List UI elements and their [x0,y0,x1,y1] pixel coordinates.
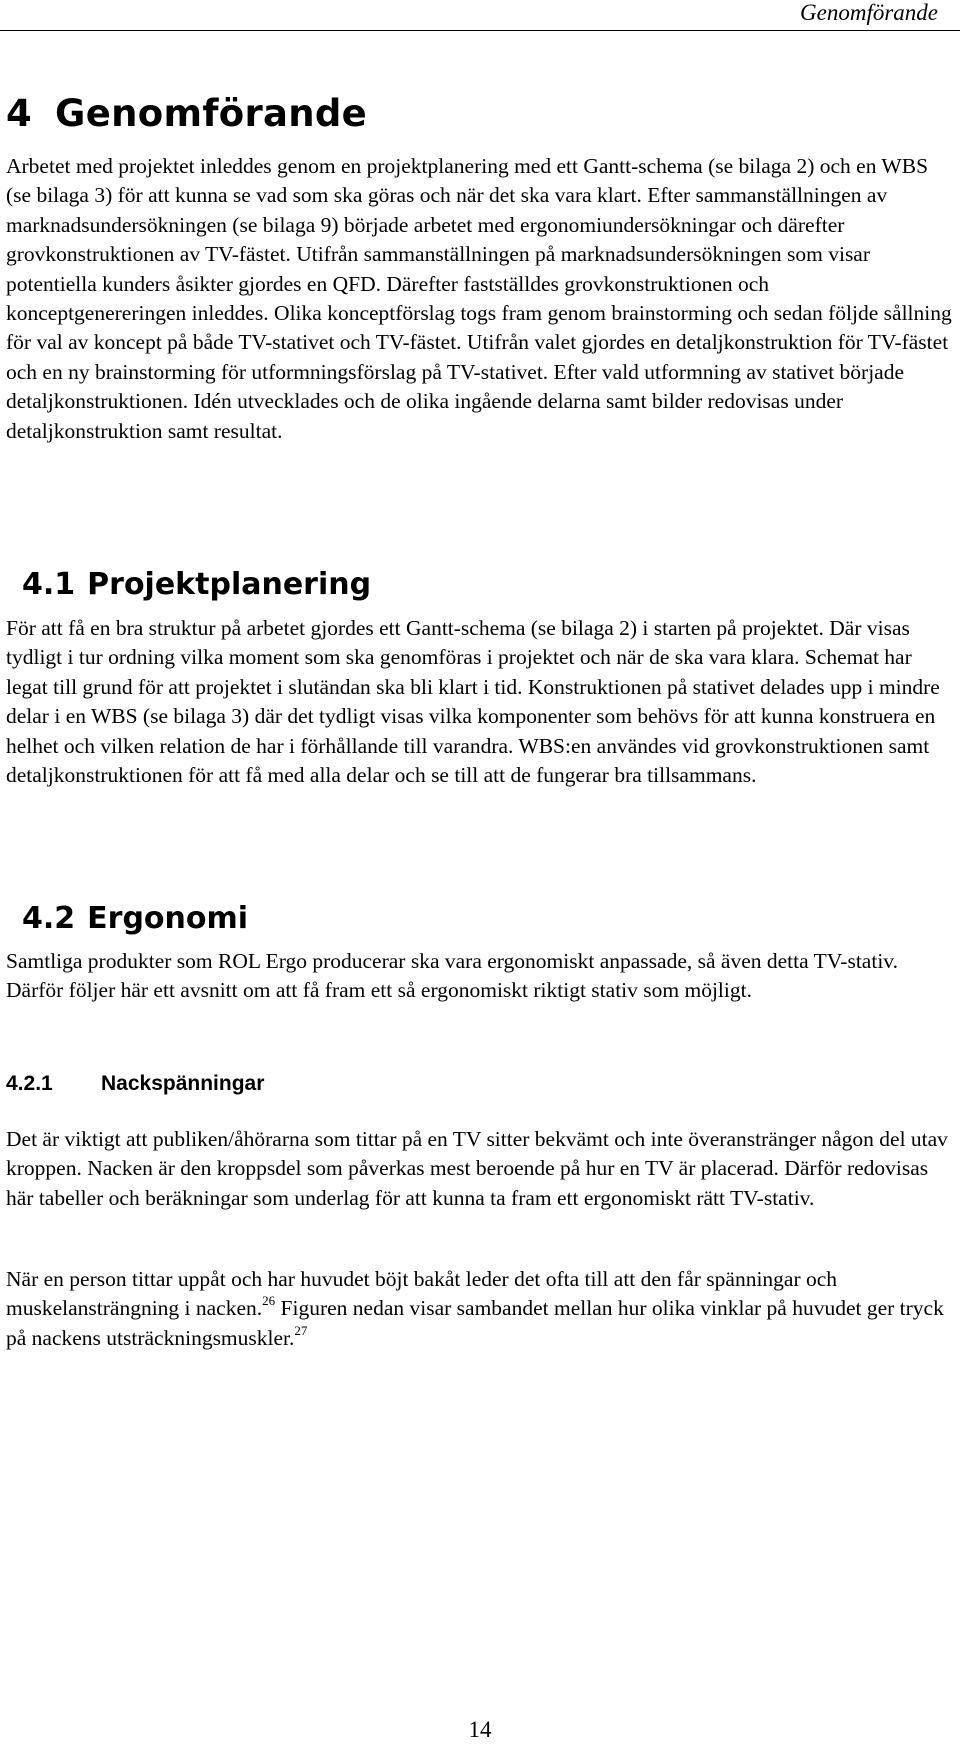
footnote-ref-27[interactable]: 27 [294,1322,308,1338]
running-header-title: Genomförande [800,0,938,25]
section-heading-projektplanering [22,567,371,603]
paragraph-text: Figuren nedan visar sambandet mellan hur olika vinklar på huvudet ger tryck på nackens utsträckningsmuskler. [6,1296,944,1350]
footnote-ref-26[interactable]: 26 [262,1293,276,1309]
section-title: Ergonomi [87,901,249,936]
subsection-heading-nackspanningar [6,1071,264,1097]
subsection-number: 4.2.1 [6,1072,53,1095]
chapter-number: 4 [6,92,33,135]
section-number: 4.2 [22,901,76,936]
page-number: 14 [468,1717,492,1742]
running-header [0,0,960,31]
ergonomi-paragraph: Samtliga produkter som ROL Ergo producerar ska vara ergonomiskt anpassade, så även detta TV-stativ. Därför följer här ett avsnitt om att få fram ett så ergonomiskt riktigt stativ som möjligt. [6,949,899,1003]
section-heading-ergonomi [22,901,248,937]
section-title: Projektplanering [87,567,372,602]
subsection-title: Nackspänningar [101,1072,265,1095]
nackspanningar-paragraph-2 [6,1265,954,1353]
nackspanningar-paragraph-1: Det är viktigt att publiken/åhörarna som tittar på en TV sitter bekvämt och inte överanstränger någon del utav kroppen. Nacken är den kroppsdel som påverkas mest beroende på hur en TV är placerad. Därför redovisas här tabeller och beräkningar som underlag för att kunna ta fram ett ergonomiskt rätt TV-stativ. [6,1127,948,1210]
projektplanering-paragraph: För att få en bra struktur på arbetet gjordes ett Gantt-schema (se bilaga 2) i starten på projektet. Där visas tydligt i tur ordning vilka moment som ska genomföras i projektet och när de ska vara klara. Schemat har legat till grund för att projektet i slutändan ska bli klart i tid. Konstruktionen på stativet delades upp i mindre delar i en WBS (se bilaga 3) där det tydligt visas vilka komponenter som behövs för att kunna konstruera en helhet och vilken relation de har i förhållande till varandra. WBS:en användes vid grovkonstruktionen samt detaljkonstruktionen för att få med alla delar och se till att de fungerar bra tillsammans. [6,616,940,788]
section-number: 4.1 [22,567,76,602]
chapter-intro-paragraph: Arbetet med projektet inleddes genom en projektplanering med ett Gantt-schema (se bilaga 2) och en WBS (se bilaga 3) för att kunna se vad som ska göras och när det ska vara klart. Efter sammanställningen av marknadsundersökningen (se bilaga 9) började arbetet med ergonomiundersökningar och därefter grovkonstruktionen av TV-fästet. Utifrån sammanställningen på marknadsundersökningen som visar potentiella kunders åsikter gjordes en QFD. Därefter fastställdes grovkonstruktionen och konceptgenereringen inleddes. Olika konceptförslag togs fram genom brainstorming och sedan följde sållning för val av koncept på både TV-stativet och TV-fästet. Utifrån valet gjordes en detaljkonstruktion för TV-fästet och en ny brainstorming för utformningsförslag på TV-stativet. Efter vald utformning av stativet började detaljkonstruktionen. Idén utvecklades och de olika ingående delarna samt bilder redovisas under detaljkonstruktion samt resultat. [6,154,952,443]
chapter-heading [6,92,367,136]
paragraph-text: När en person tittar uppåt och har huvudet böjt bakåt leder det ofta till att den får spänningar och muskelansträngning i nacken. [6,1267,838,1321]
chapter-title: Genomförande [55,92,368,135]
